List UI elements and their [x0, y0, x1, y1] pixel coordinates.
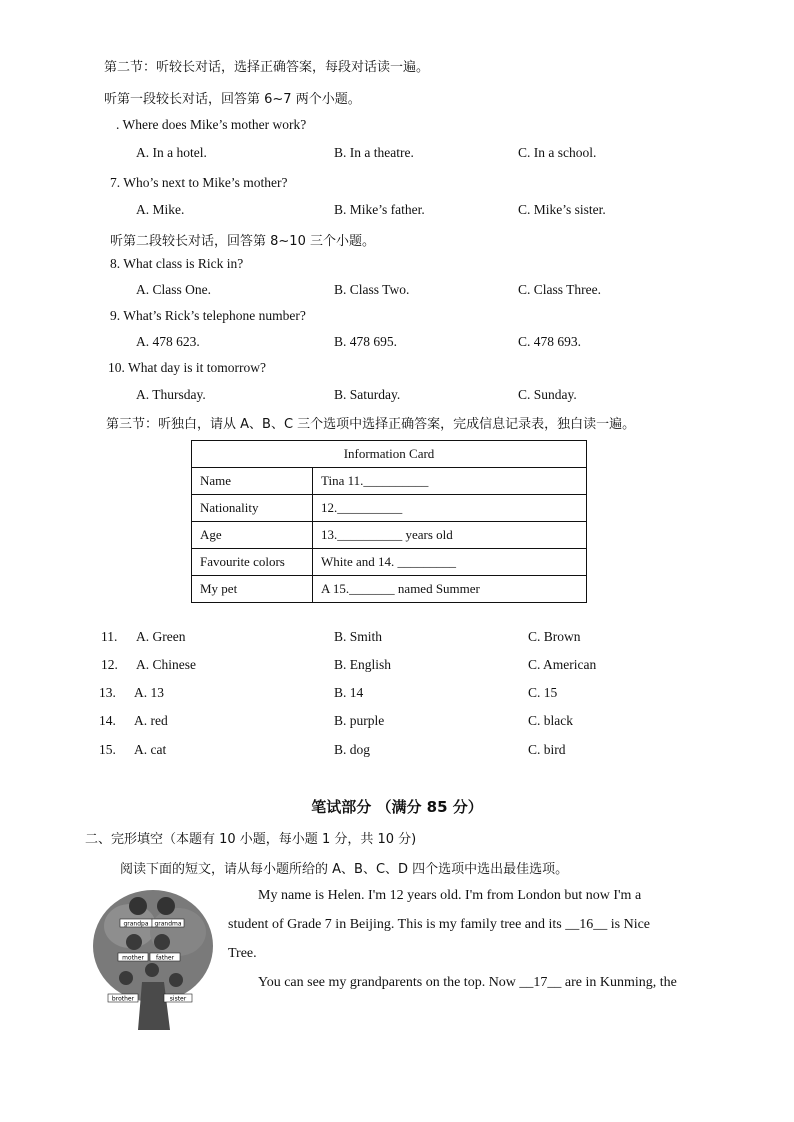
mother-portrait-icon	[126, 934, 142, 950]
section2-heading: 第二节：听较长对话，选择正确答案，每段对话读一遍。	[104, 60, 430, 75]
written-section-title: 笔试部分 （满分 85 分）	[311, 798, 483, 816]
question-9: 9. What’s Rick’s telephone number?	[110, 308, 306, 323]
q14-option-c[interactable]: C. black	[528, 713, 573, 728]
q8-option-a[interactable]: A. Class One.	[136, 282, 211, 297]
helen-portrait-icon	[145, 963, 159, 977]
brother-portrait-icon	[119, 971, 133, 985]
card-value[interactable]: White and 14. _________	[313, 549, 587, 576]
q6-option-b[interactable]: B. In a theatre.	[334, 145, 414, 160]
q12-option-a[interactable]: A. Chinese	[136, 657, 196, 672]
q6-option-c[interactable]: C. In a school.	[518, 145, 597, 160]
grandpa-label: grandpa	[123, 920, 149, 928]
grandma-portrait-icon	[157, 897, 175, 915]
father-label: father	[155, 954, 175, 962]
card-value[interactable]: 13.__________ years old	[313, 522, 587, 549]
q7-option-c[interactable]: C. Mike’s sister.	[518, 202, 606, 217]
card-label: Name	[192, 468, 313, 495]
card-label: Nationality	[192, 495, 313, 522]
q12-number: 12.	[101, 657, 118, 672]
dialogue1-intro: 听第一段较长对话，回答第 6~7 两个小题。	[104, 92, 361, 107]
card-row-pet	[192, 576, 587, 603]
card-title: Information Card	[192, 441, 587, 468]
q11-option-a[interactable]: A. Green	[136, 629, 186, 644]
mother-label: mother	[122, 954, 144, 962]
cloze-instructions: 阅读下面的短文，请从每小题所给的 A、B、C、D 四个选项中选出最佳选项。	[120, 862, 569, 877]
family-tree-image	[90, 886, 216, 1030]
q14-option-a[interactable]: A. red	[134, 713, 168, 728]
question-6: . Where does Mike’s mother work?	[116, 117, 307, 132]
card-row-age	[192, 522, 587, 549]
card-title-row	[192, 441, 587, 468]
sister-label: sister	[169, 995, 187, 1003]
grandma-label: grandma	[154, 920, 182, 928]
q14-option-b[interactable]: B. purple	[334, 713, 385, 728]
passage-line-3: Tree.	[228, 946, 257, 961]
sister-portrait-icon	[169, 973, 183, 987]
dialogue2-intro: 听第二段较长对话，回答第 8~10 三个小题。	[110, 234, 375, 249]
card-value[interactable]: 12.__________	[313, 495, 587, 522]
q13-option-b[interactable]: B. 14	[334, 685, 364, 700]
q9-option-b[interactable]: B. 478 695.	[334, 334, 398, 349]
question-7: 7. Who’s next to Mike’s mother?	[110, 175, 288, 190]
q6-option-a[interactable]: A. In a hotel.	[136, 145, 207, 160]
q15-option-c[interactable]: C. bird	[528, 742, 566, 757]
card-label: My pet	[192, 576, 313, 603]
q12-option-c[interactable]: C. American	[528, 657, 597, 672]
card-label: Favourite colors	[192, 549, 313, 576]
brother-label: brother	[111, 995, 135, 1003]
information-card	[191, 440, 587, 603]
question-10: 10. What day is it tomorrow?	[108, 360, 266, 375]
q11-option-c[interactable]: C. Brown	[528, 629, 581, 644]
q14-number: 14.	[99, 713, 116, 728]
q13-option-c[interactable]: C. 15	[528, 685, 558, 700]
cloze-heading: 二、完形填空（本题有 10 小题，每小题 1 分，共 10 分)	[85, 832, 417, 847]
father-portrait-icon	[154, 934, 170, 950]
q15-option-a[interactable]: A. cat	[134, 742, 167, 757]
passage-line-2: student of Grade 7 in Beijing. This is my family tree and its __16__ is Nice	[228, 917, 651, 932]
card-value[interactable]: Tina 11.__________	[313, 468, 587, 495]
q11-option-b[interactable]: B. Smith	[334, 629, 383, 644]
q13-option-a[interactable]: A. 13	[134, 685, 164, 700]
card-row-nationality	[192, 495, 587, 522]
q7-option-b[interactable]: B. Mike’s father.	[334, 202, 425, 217]
q11-number: 11.	[101, 629, 118, 644]
q15-number: 15.	[99, 742, 116, 757]
question-8: 8. What class is Rick in?	[110, 256, 244, 271]
section3-heading: 第三节：听独白，请从 A、B、C 三个选项中选择正确答案，完成信息记录表，独白读一遍。	[106, 417, 636, 432]
card-label: Age	[192, 522, 313, 549]
q10-option-b[interactable]: B. Saturday.	[334, 387, 401, 402]
q15-option-b[interactable]: B. dog	[334, 742, 371, 757]
card-row-name	[192, 468, 587, 495]
q10-option-c[interactable]: C. Sunday.	[518, 387, 577, 402]
q13-number: 13.	[99, 685, 116, 700]
q10-option-a[interactable]: A. Thursday.	[136, 387, 206, 402]
passage-line-4: You can see my grandparents on the top. Now __17__ are in Kunming, the	[258, 975, 677, 990]
grandpa-portrait-icon	[129, 897, 147, 915]
q8-option-c[interactable]: C. Class Three.	[518, 282, 601, 297]
passage-line-1: My name is Helen. I'm 12 years old. I'm from London but now I'm a	[258, 888, 642, 903]
q12-option-b[interactable]: B. English	[334, 657, 392, 672]
q9-option-a[interactable]: A. 478 623.	[136, 334, 200, 349]
q8-option-b[interactable]: B. Class Two.	[334, 282, 410, 297]
card-value[interactable]: A 15._______ named Summer	[313, 576, 587, 603]
card-row-colors	[192, 549, 587, 576]
q7-option-a[interactable]: A. Mike.	[136, 202, 185, 217]
q9-option-c[interactable]: C. 478 693.	[518, 334, 582, 349]
